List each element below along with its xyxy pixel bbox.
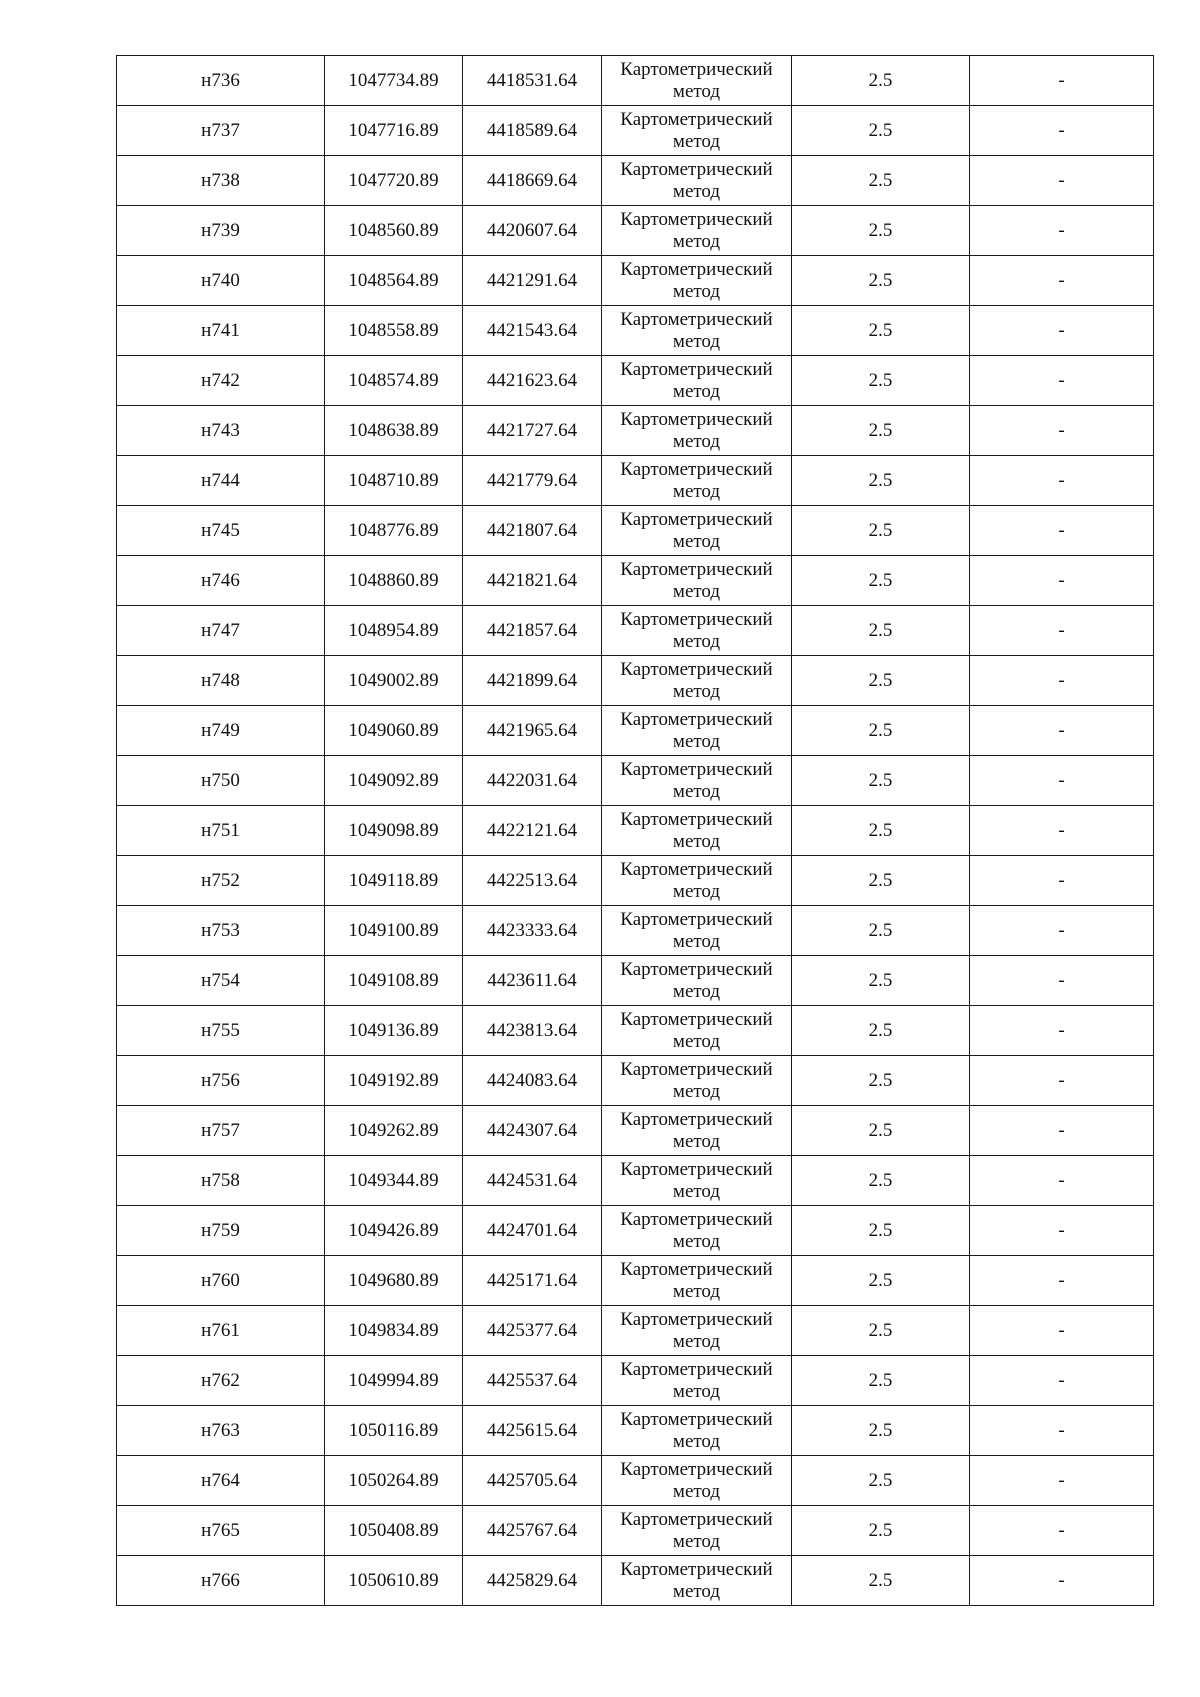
method-line-1: Картометрический bbox=[620, 1558, 773, 1580]
point-id-cell: н758 bbox=[117, 1156, 325, 1206]
table-row bbox=[117, 556, 1154, 606]
note-cell: - bbox=[970, 1456, 1154, 1506]
method-cell bbox=[602, 506, 792, 556]
method-line-2: метод bbox=[672, 1130, 721, 1152]
x-coordinate-cell: 1050610.89 bbox=[325, 1556, 463, 1606]
method-cell bbox=[602, 1106, 792, 1156]
method-cell bbox=[602, 906, 792, 956]
method-line-2: метод bbox=[672, 1480, 721, 1502]
method-line-2: метод bbox=[672, 1230, 721, 1252]
note-cell: - bbox=[970, 206, 1154, 256]
method-cell bbox=[602, 856, 792, 906]
x-coordinate-cell: 1049060.89 bbox=[325, 706, 463, 756]
accuracy-cell: 2.5 bbox=[792, 456, 970, 506]
table-row bbox=[117, 56, 1154, 106]
accuracy-cell: 2.5 bbox=[792, 1256, 970, 1306]
method-cell bbox=[602, 406, 792, 456]
accuracy-cell: 2.5 bbox=[792, 806, 970, 856]
method-line-2: метод bbox=[672, 1580, 721, 1602]
method-line-1: Картометрический bbox=[620, 308, 773, 330]
method-line-2: метод bbox=[672, 680, 721, 702]
method-line-2: метод bbox=[672, 630, 721, 652]
note-cell: - bbox=[970, 1306, 1154, 1356]
table-row bbox=[117, 456, 1154, 506]
method-line-2: метод bbox=[672, 230, 721, 252]
table-row bbox=[117, 656, 1154, 706]
x-coordinate-cell: 1049834.89 bbox=[325, 1306, 463, 1356]
y-coordinate-cell: 4425537.64 bbox=[463, 1356, 602, 1406]
point-id-cell: н743 bbox=[117, 406, 325, 456]
point-id-cell: н761 bbox=[117, 1306, 325, 1356]
note-cell: - bbox=[970, 156, 1154, 206]
x-coordinate-cell: 1049344.89 bbox=[325, 1156, 463, 1206]
table-row bbox=[117, 506, 1154, 556]
y-coordinate-cell: 4422031.64 bbox=[463, 756, 602, 806]
accuracy-cell: 2.5 bbox=[792, 956, 970, 1006]
method-cell bbox=[602, 1306, 792, 1356]
x-coordinate-cell: 1049092.89 bbox=[325, 756, 463, 806]
accuracy-cell: 2.5 bbox=[792, 1006, 970, 1056]
y-coordinate-cell: 4420607.64 bbox=[463, 206, 602, 256]
x-coordinate-cell: 1049262.89 bbox=[325, 1106, 463, 1156]
accuracy-cell: 2.5 bbox=[792, 506, 970, 556]
method-cell bbox=[602, 1406, 792, 1456]
method-cell bbox=[602, 1206, 792, 1256]
accuracy-cell: 2.5 bbox=[792, 206, 970, 256]
table-row bbox=[117, 1456, 1154, 1506]
y-coordinate-cell: 4425171.64 bbox=[463, 1256, 602, 1306]
method-line-1: Картометрический bbox=[620, 608, 773, 630]
note-cell: - bbox=[970, 256, 1154, 306]
y-coordinate-cell: 4424307.64 bbox=[463, 1106, 602, 1156]
x-coordinate-cell: 1048558.89 bbox=[325, 306, 463, 356]
method-line-1: Картометрический bbox=[620, 758, 773, 780]
method-line-2: метод bbox=[672, 280, 721, 302]
y-coordinate-cell: 4421291.64 bbox=[463, 256, 602, 306]
table-row bbox=[117, 1156, 1154, 1206]
method-line-2: метод bbox=[672, 530, 721, 552]
y-coordinate-cell: 4421821.64 bbox=[463, 556, 602, 606]
x-coordinate-cell: 1047720.89 bbox=[325, 156, 463, 206]
y-coordinate-cell: 4421543.64 bbox=[463, 306, 602, 356]
table-row bbox=[117, 1056, 1154, 1106]
method-line-1: Картометрический bbox=[620, 358, 773, 380]
method-cell bbox=[602, 1056, 792, 1106]
method-line-1: Картометрический bbox=[620, 408, 773, 430]
note-cell: - bbox=[970, 406, 1154, 456]
method-line-1: Картометрический bbox=[620, 1408, 773, 1430]
method-cell bbox=[602, 56, 792, 106]
method-cell bbox=[602, 956, 792, 1006]
method-line-2: метод bbox=[672, 430, 721, 452]
accuracy-cell: 2.5 bbox=[792, 1056, 970, 1106]
table-row bbox=[117, 206, 1154, 256]
accuracy-cell: 2.5 bbox=[792, 856, 970, 906]
note-cell: - bbox=[970, 1156, 1154, 1206]
x-coordinate-cell: 1049680.89 bbox=[325, 1256, 463, 1306]
note-cell: - bbox=[970, 506, 1154, 556]
x-coordinate-cell: 1049994.89 bbox=[325, 1356, 463, 1406]
note-cell: - bbox=[970, 56, 1154, 106]
point-id-cell: н763 bbox=[117, 1406, 325, 1456]
note-cell: - bbox=[970, 706, 1154, 756]
x-coordinate-cell: 1050408.89 bbox=[325, 1506, 463, 1556]
method-line-1: Картометрический bbox=[620, 808, 773, 830]
x-coordinate-cell: 1047716.89 bbox=[325, 106, 463, 156]
method-line-1: Картометрический bbox=[620, 1208, 773, 1230]
method-cell bbox=[602, 106, 792, 156]
method-line-2: метод bbox=[672, 380, 721, 402]
method-line-1: Картометрический bbox=[620, 158, 773, 180]
note-cell: - bbox=[970, 1506, 1154, 1556]
method-cell bbox=[602, 306, 792, 356]
method-line-1: Картометрический bbox=[620, 1308, 773, 1330]
note-cell: - bbox=[970, 1056, 1154, 1106]
method-cell bbox=[602, 1006, 792, 1056]
point-id-cell: н752 bbox=[117, 856, 325, 906]
method-line-1: Картометрический bbox=[620, 258, 773, 280]
x-coordinate-cell: 1048574.89 bbox=[325, 356, 463, 406]
accuracy-cell: 2.5 bbox=[792, 1506, 970, 1556]
x-coordinate-cell: 1048564.89 bbox=[325, 256, 463, 306]
accuracy-cell: 2.5 bbox=[792, 656, 970, 706]
method-line-2: метод bbox=[672, 330, 721, 352]
method-line-1: Картометрический bbox=[620, 208, 773, 230]
point-id-cell: н765 bbox=[117, 1506, 325, 1556]
accuracy-cell: 2.5 bbox=[792, 1156, 970, 1206]
method-cell bbox=[602, 1356, 792, 1406]
table-row bbox=[117, 1406, 1154, 1456]
y-coordinate-cell: 4425615.64 bbox=[463, 1406, 602, 1456]
note-cell: - bbox=[970, 906, 1154, 956]
method-line-2: метод bbox=[672, 930, 721, 952]
x-coordinate-cell: 1048560.89 bbox=[325, 206, 463, 256]
y-coordinate-cell: 4423813.64 bbox=[463, 1006, 602, 1056]
note-cell: - bbox=[970, 1006, 1154, 1056]
point-id-cell: н751 bbox=[117, 806, 325, 856]
method-line-2: метод bbox=[672, 1180, 721, 1202]
point-id-cell: н746 bbox=[117, 556, 325, 606]
x-coordinate-cell: 1049118.89 bbox=[325, 856, 463, 906]
accuracy-cell: 2.5 bbox=[792, 1456, 970, 1506]
method-line-1: Картометрический bbox=[620, 58, 773, 80]
x-coordinate-cell: 1048776.89 bbox=[325, 506, 463, 556]
accuracy-cell: 2.5 bbox=[792, 556, 970, 606]
point-id-cell: н740 bbox=[117, 256, 325, 306]
note-cell: - bbox=[970, 606, 1154, 656]
method-cell bbox=[602, 656, 792, 706]
y-coordinate-cell: 4418589.64 bbox=[463, 106, 602, 156]
x-coordinate-cell: 1050264.89 bbox=[325, 1456, 463, 1506]
method-line-1: Картометрический bbox=[620, 1258, 773, 1280]
method-line-1: Картометрический bbox=[620, 1508, 773, 1530]
method-cell bbox=[602, 1156, 792, 1206]
method-line-1: Картометрический bbox=[620, 1108, 773, 1130]
table-row bbox=[117, 156, 1154, 206]
method-cell bbox=[602, 1506, 792, 1556]
x-coordinate-cell: 1048710.89 bbox=[325, 456, 463, 506]
point-id-cell: н742 bbox=[117, 356, 325, 406]
point-id-cell: н756 bbox=[117, 1056, 325, 1106]
point-id-cell: н766 bbox=[117, 1556, 325, 1606]
y-coordinate-cell: 4425767.64 bbox=[463, 1506, 602, 1556]
accuracy-cell: 2.5 bbox=[792, 1356, 970, 1406]
table-row bbox=[117, 106, 1154, 156]
method-cell bbox=[602, 256, 792, 306]
y-coordinate-cell: 4421965.64 bbox=[463, 706, 602, 756]
note-cell: - bbox=[970, 1556, 1154, 1606]
y-coordinate-cell: 4418531.64 bbox=[463, 56, 602, 106]
accuracy-cell: 2.5 bbox=[792, 406, 970, 456]
method-line-1: Картометрический bbox=[620, 1058, 773, 1080]
x-coordinate-cell: 1047734.89 bbox=[325, 56, 463, 106]
method-line-1: Картометрический bbox=[620, 108, 773, 130]
method-line-2: метод bbox=[672, 180, 721, 202]
note-cell: - bbox=[970, 556, 1154, 606]
y-coordinate-cell: 4421899.64 bbox=[463, 656, 602, 706]
method-line-1: Картометрический bbox=[620, 1358, 773, 1380]
accuracy-cell: 2.5 bbox=[792, 706, 970, 756]
note-cell: - bbox=[970, 456, 1154, 506]
table-row bbox=[117, 1556, 1154, 1606]
method-line-1: Картометрический bbox=[620, 958, 773, 980]
table-row bbox=[117, 1356, 1154, 1406]
point-id-cell: н754 bbox=[117, 956, 325, 1006]
table-row bbox=[117, 356, 1154, 406]
method-cell bbox=[602, 1456, 792, 1506]
point-id-cell: н748 bbox=[117, 656, 325, 706]
accuracy-cell: 2.5 bbox=[792, 1556, 970, 1606]
table-row bbox=[117, 1506, 1154, 1556]
method-line-2: метод bbox=[672, 580, 721, 602]
note-cell: - bbox=[970, 1356, 1154, 1406]
accuracy-cell: 2.5 bbox=[792, 106, 970, 156]
table-row bbox=[117, 1206, 1154, 1256]
table-row bbox=[117, 606, 1154, 656]
accuracy-cell: 2.5 bbox=[792, 256, 970, 306]
point-id-cell: н762 bbox=[117, 1356, 325, 1406]
point-id-cell: н755 bbox=[117, 1006, 325, 1056]
note-cell: - bbox=[970, 806, 1154, 856]
point-id-cell: н744 bbox=[117, 456, 325, 506]
y-coordinate-cell: 4421623.64 bbox=[463, 356, 602, 406]
accuracy-cell: 2.5 bbox=[792, 1406, 970, 1456]
method-line-2: метод bbox=[672, 480, 721, 502]
accuracy-cell: 2.5 bbox=[792, 606, 970, 656]
method-line-1: Картометрический bbox=[620, 708, 773, 730]
y-coordinate-cell: 4421779.64 bbox=[463, 456, 602, 506]
x-coordinate-cell: 1048638.89 bbox=[325, 406, 463, 456]
x-coordinate-cell: 1049136.89 bbox=[325, 1006, 463, 1056]
table-row bbox=[117, 1306, 1154, 1356]
y-coordinate-cell: 4425829.64 bbox=[463, 1556, 602, 1606]
y-coordinate-cell: 4425705.64 bbox=[463, 1456, 602, 1506]
accuracy-cell: 2.5 bbox=[792, 156, 970, 206]
method-line-1: Картометрический bbox=[620, 658, 773, 680]
point-id-cell: н738 bbox=[117, 156, 325, 206]
table-row bbox=[117, 856, 1154, 906]
accuracy-cell: 2.5 bbox=[792, 356, 970, 406]
point-id-cell: н764 bbox=[117, 1456, 325, 1506]
method-line-2: метод bbox=[672, 1030, 721, 1052]
note-cell: - bbox=[970, 1406, 1154, 1456]
method-line-2: метод bbox=[672, 1330, 721, 1352]
method-cell bbox=[602, 556, 792, 606]
method-cell bbox=[602, 206, 792, 256]
coordinates-table-body bbox=[117, 56, 1154, 1606]
point-id-cell: н760 bbox=[117, 1256, 325, 1306]
y-coordinate-cell: 4421857.64 bbox=[463, 606, 602, 656]
note-cell: - bbox=[970, 106, 1154, 156]
note-cell: - bbox=[970, 956, 1154, 1006]
table-row bbox=[117, 1006, 1154, 1056]
y-coordinate-cell: 4422513.64 bbox=[463, 856, 602, 906]
method-line-2: метод bbox=[672, 780, 721, 802]
table-row bbox=[117, 1256, 1154, 1306]
method-cell bbox=[602, 356, 792, 406]
method-line-1: Картометрический bbox=[620, 1008, 773, 1030]
x-coordinate-cell: 1049098.89 bbox=[325, 806, 463, 856]
method-line-1: Картометрический bbox=[620, 558, 773, 580]
point-id-cell: н757 bbox=[117, 1106, 325, 1156]
method-line-1: Картометрический bbox=[620, 508, 773, 530]
coordinates-table bbox=[116, 55, 1154, 1606]
y-coordinate-cell: 4425377.64 bbox=[463, 1306, 602, 1356]
point-id-cell: н759 bbox=[117, 1206, 325, 1256]
method-line-2: метод bbox=[672, 1530, 721, 1552]
table-row bbox=[117, 406, 1154, 456]
method-cell bbox=[602, 806, 792, 856]
note-cell: - bbox=[970, 756, 1154, 806]
point-id-cell: н737 bbox=[117, 106, 325, 156]
point-id-cell: н749 bbox=[117, 706, 325, 756]
method-line-2: метод bbox=[672, 1280, 721, 1302]
table-row bbox=[117, 956, 1154, 1006]
point-id-cell: н753 bbox=[117, 906, 325, 956]
point-id-cell: н739 bbox=[117, 206, 325, 256]
method-line-2: метод bbox=[672, 130, 721, 152]
method-line-1: Картометрический bbox=[620, 858, 773, 880]
method-line-2: метод bbox=[672, 830, 721, 852]
method-line-1: Картометрический bbox=[620, 458, 773, 480]
accuracy-cell: 2.5 bbox=[792, 1206, 970, 1256]
point-id-cell: н745 bbox=[117, 506, 325, 556]
method-line-2: метод bbox=[672, 1380, 721, 1402]
accuracy-cell: 2.5 bbox=[792, 1306, 970, 1356]
table-row bbox=[117, 306, 1154, 356]
x-coordinate-cell: 1048860.89 bbox=[325, 556, 463, 606]
y-coordinate-cell: 4424083.64 bbox=[463, 1056, 602, 1106]
method-cell bbox=[602, 1556, 792, 1606]
accuracy-cell: 2.5 bbox=[792, 1106, 970, 1156]
y-coordinate-cell: 4424701.64 bbox=[463, 1206, 602, 1256]
y-coordinate-cell: 4424531.64 bbox=[463, 1156, 602, 1206]
table-row bbox=[117, 1106, 1154, 1156]
x-coordinate-cell: 1049100.89 bbox=[325, 906, 463, 956]
note-cell: - bbox=[970, 856, 1154, 906]
accuracy-cell: 2.5 bbox=[792, 756, 970, 806]
table-row bbox=[117, 756, 1154, 806]
y-coordinate-cell: 4423611.64 bbox=[463, 956, 602, 1006]
note-cell: - bbox=[970, 1206, 1154, 1256]
method-cell bbox=[602, 706, 792, 756]
table-row bbox=[117, 256, 1154, 306]
accuracy-cell: 2.5 bbox=[792, 906, 970, 956]
y-coordinate-cell: 4423333.64 bbox=[463, 906, 602, 956]
table-row bbox=[117, 906, 1154, 956]
method-line-2: метод bbox=[672, 80, 721, 102]
method-line-1: Картометрический bbox=[620, 908, 773, 930]
point-id-cell: н750 bbox=[117, 756, 325, 806]
y-coordinate-cell: 4422121.64 bbox=[463, 806, 602, 856]
method-line-2: метод bbox=[672, 1080, 721, 1102]
method-line-2: метод bbox=[672, 880, 721, 902]
method-line-1: Картометрический bbox=[620, 1458, 773, 1480]
method-cell bbox=[602, 156, 792, 206]
note-cell: - bbox=[970, 1106, 1154, 1156]
note-cell: - bbox=[970, 656, 1154, 706]
point-id-cell: н736 bbox=[117, 56, 325, 106]
x-coordinate-cell: 1049108.89 bbox=[325, 956, 463, 1006]
method-cell bbox=[602, 456, 792, 506]
method-line-2: метод bbox=[672, 730, 721, 752]
y-coordinate-cell: 4418669.64 bbox=[463, 156, 602, 206]
point-id-cell: н741 bbox=[117, 306, 325, 356]
note-cell: - bbox=[970, 306, 1154, 356]
method-line-2: метод bbox=[672, 980, 721, 1002]
table-row bbox=[117, 706, 1154, 756]
y-coordinate-cell: 4421807.64 bbox=[463, 506, 602, 556]
table-row bbox=[117, 806, 1154, 856]
method-cell bbox=[602, 756, 792, 806]
accuracy-cell: 2.5 bbox=[792, 56, 970, 106]
x-coordinate-cell: 1049192.89 bbox=[325, 1056, 463, 1106]
point-id-cell: н747 bbox=[117, 606, 325, 656]
method-cell bbox=[602, 1256, 792, 1306]
x-coordinate-cell: 1049002.89 bbox=[325, 656, 463, 706]
accuracy-cell: 2.5 bbox=[792, 306, 970, 356]
note-cell: - bbox=[970, 356, 1154, 406]
method-cell bbox=[602, 606, 792, 656]
method-line-1: Картометрический bbox=[620, 1158, 773, 1180]
x-coordinate-cell: 1048954.89 bbox=[325, 606, 463, 656]
note-cell: - bbox=[970, 1256, 1154, 1306]
y-coordinate-cell: 4421727.64 bbox=[463, 406, 602, 456]
x-coordinate-cell: 1049426.89 bbox=[325, 1206, 463, 1256]
method-line-2: метод bbox=[672, 1430, 721, 1452]
x-coordinate-cell: 1050116.89 bbox=[325, 1406, 463, 1456]
